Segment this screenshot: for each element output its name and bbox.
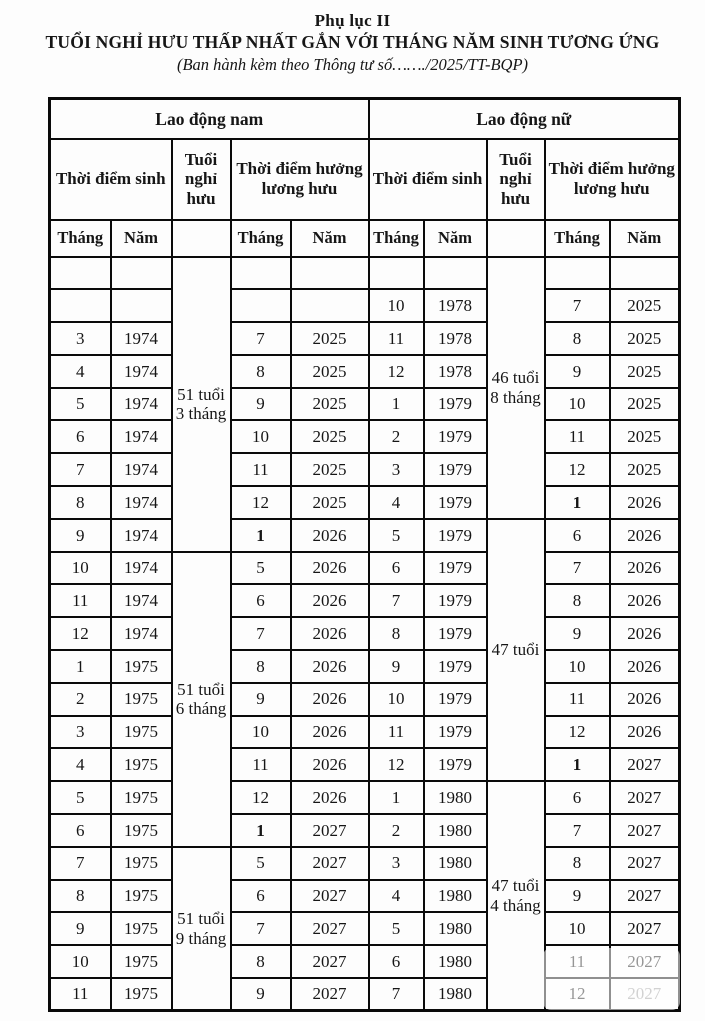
male-retirement-age-cell: 51 tuổi 6 tháng: [172, 552, 231, 847]
female-birth-month-cell: 5: [369, 912, 424, 945]
male-birth-month-cell: 4: [50, 748, 111, 781]
male-birth-year-cell: 1975: [111, 978, 172, 1011]
male-pension-year-cell: 2026: [291, 519, 369, 552]
table-row: [50, 388, 680, 421]
male-pension-month-cell: 12: [231, 486, 291, 519]
female-birth-year-cell: 1979: [424, 453, 487, 486]
male-birth-year-cell: 1974: [111, 453, 172, 486]
male-pension-month-cell: 5: [231, 552, 291, 585]
male-birth-header: Thời điểm sinh: [50, 139, 172, 220]
male-pension-month-cell: 11: [231, 748, 291, 781]
female-birth-year-header: Năm: [424, 220, 487, 257]
document-header: [0, 11, 705, 75]
female-pension-year-cell: 2027: [610, 781, 680, 814]
female-birth-month-cell: 11: [369, 322, 424, 355]
female-birth-year-cell: 1979: [424, 420, 487, 453]
female-birth-year-cell: 1980: [424, 912, 487, 945]
male-birth-year-cell: 1975: [111, 716, 172, 749]
male-birth-year-cell: 1974: [111, 388, 172, 421]
female-birth-year-cell: 1979: [424, 519, 487, 552]
table-row: [50, 257, 680, 290]
male-pension-year-cell: 2026: [291, 617, 369, 650]
male-birth-month-cell: 6: [50, 420, 111, 453]
male-birth-month-cell: 1: [50, 650, 111, 683]
male-pension-month-cell: 7: [231, 322, 291, 355]
female-birth-month-cell: 9: [369, 650, 424, 683]
table-row: [50, 912, 680, 945]
male-birth-month-cell: 10: [50, 552, 111, 585]
female-birth-month-cell: 8: [369, 617, 424, 650]
female-birth-month-cell: 10: [369, 683, 424, 716]
female-birth-month-cell: 1: [369, 388, 424, 421]
female-pension-year-cell: 2025: [610, 322, 680, 355]
table-row: [50, 617, 680, 650]
female-pension-month-cell: 6: [545, 781, 610, 814]
male-birth-year-cell: 1975: [111, 748, 172, 781]
table-row: [50, 716, 680, 749]
female-retirement-age-cell: 46 tuổi 8 tháng: [487, 257, 545, 519]
male-birth-month-cell: 3: [50, 322, 111, 355]
male-birth-year-cell: 1974: [111, 322, 172, 355]
male-pension-year-cell: 2026: [291, 716, 369, 749]
male-birth-year-cell: 1975: [111, 781, 172, 814]
male-pension-year-cell: 2027: [291, 880, 369, 913]
male-birth-month-cell: 8: [50, 880, 111, 913]
female-pension-year-cell: 2026: [610, 552, 680, 585]
female-birth-month-cell: 4: [369, 880, 424, 913]
female-age-subheader-empty: [487, 220, 545, 257]
male-pension-month-cell: 6: [231, 584, 291, 617]
male-birth-month-cell: 8: [50, 486, 111, 519]
male-birth-month-cell: [50, 289, 111, 322]
male-pension-year-cell: 2026: [291, 683, 369, 716]
female-pension-year-cell: 2026: [610, 617, 680, 650]
female-pension-year-cell: 2027: [610, 814, 680, 847]
male-birth-year-cell: 1975: [111, 912, 172, 945]
male-pension-year-cell: 2026: [291, 552, 369, 585]
male-birth-year-cell: 1975: [111, 847, 172, 880]
male-pension-month-cell: 1: [231, 814, 291, 847]
female-birth-year-cell: 1979: [424, 552, 487, 585]
male-pension-month-cell: 11: [231, 453, 291, 486]
female-pension-month-cell: 12: [545, 453, 610, 486]
female-pension-month-cell: 6: [545, 519, 610, 552]
female-pension-month-cell: 7: [545, 552, 610, 585]
table-row: [50, 420, 680, 453]
male-pension-month-cell: 12: [231, 781, 291, 814]
female-pension-header: Thời điểm hưởng lương hưu: [545, 139, 680, 220]
male-birth-year-cell: 1974: [111, 420, 172, 453]
female-pension-year-cell: 2026: [610, 584, 680, 617]
male-pension-year-cell: 2025: [291, 322, 369, 355]
male-birth-year-cell: [111, 289, 172, 322]
male-pension-month-cell: 9: [231, 978, 291, 1011]
female-birth-month-cell: 6: [369, 945, 424, 978]
female-pension-year-cell: 2026: [610, 650, 680, 683]
male-birth-month-cell: 12: [50, 617, 111, 650]
female-pension-month-cell: 10: [545, 650, 610, 683]
table-row: [50, 486, 680, 519]
female-pension-year-cell: 2025: [610, 453, 680, 486]
section-header-male: Lao động nam: [50, 99, 369, 139]
female-birth-month-cell: 7: [369, 584, 424, 617]
female-birth-year-cell: 1979: [424, 683, 487, 716]
female-birth-year-cell: 1978: [424, 322, 487, 355]
female-pension-month-cell: 11: [545, 420, 610, 453]
male-pension-year-cell: 2027: [291, 814, 369, 847]
female-pension-month-cell: 8: [545, 584, 610, 617]
male-birth-month-cell: 9: [50, 912, 111, 945]
appendix-label: Phụ lục II: [314, 11, 391, 30]
female-pension-month-cell: 1: [545, 486, 610, 519]
female-birth-year-cell: 1979: [424, 486, 487, 519]
female-pension-month-cell: 10: [545, 388, 610, 421]
table-row: [50, 880, 680, 913]
male-birth-month-cell: 7: [50, 847, 111, 880]
male-pension-year-cell: 2027: [291, 945, 369, 978]
male-birth-month-cell: [50, 257, 111, 290]
female-birth-month-cell: 12: [369, 748, 424, 781]
table-row: [50, 748, 680, 781]
male-birth-year-cell: 1975: [111, 945, 172, 978]
female-pension-month-cell: 12: [545, 716, 610, 749]
table-row: [50, 289, 680, 322]
male-birth-year-cell: 1974: [111, 617, 172, 650]
document-subtitle: (Ban hành kèm theo Thông tư số……./2025/TT-BQP): [176, 55, 529, 74]
male-birth-month-cell: 5: [50, 781, 111, 814]
male-pension-year-cell: 2026: [291, 650, 369, 683]
table-row: [50, 683, 680, 716]
male-pension-month-cell: 8: [231, 355, 291, 388]
male-pension-year-cell: 2027: [291, 912, 369, 945]
male-pension-month-cell: 1: [231, 519, 291, 552]
male-pension-year-cell: 2027: [291, 978, 369, 1011]
male-pension-year-cell: [291, 289, 369, 322]
female-pension-month-cell: 8: [545, 847, 610, 880]
female-pension-month-cell: 7: [545, 814, 610, 847]
male-birth-month-cell: 3: [50, 716, 111, 749]
female-birth-year-cell: 1978: [424, 289, 487, 322]
female-pension-month-cell: 8: [545, 322, 610, 355]
female-pension-year-cell: 2025: [610, 289, 680, 322]
male-retirement-age-cell: 51 tuổi 3 tháng: [172, 257, 231, 552]
female-pension-month-cell: 9: [545, 617, 610, 650]
male-birth-month-cell: 5: [50, 388, 111, 421]
female-pension-month-cell: 1: [545, 748, 610, 781]
retirement-age-table: [48, 97, 681, 1012]
female-birth-month-cell: 2: [369, 420, 424, 453]
female-retirement-age-cell: 47 tuổi 4 tháng: [487, 781, 545, 1011]
male-pension-month-cell: 10: [231, 420, 291, 453]
male-pension-year-cell: 2026: [291, 584, 369, 617]
male-birth-year-cell: 1974: [111, 584, 172, 617]
table-row: [50, 814, 680, 847]
male-birth-month-cell: 10: [50, 945, 111, 978]
female-pension-month-cell: 9: [545, 355, 610, 388]
male-pension-year-cell: [291, 257, 369, 290]
male-pension-year-header: Năm: [291, 220, 369, 257]
female-retirement-age-cell: 47 tuổi: [487, 519, 545, 781]
male-pension-month-cell: [231, 257, 291, 290]
male-birth-month-cell: 9: [50, 519, 111, 552]
male-birth-year-cell: 1975: [111, 814, 172, 847]
female-birth-year-cell: 1980: [424, 814, 487, 847]
male-pension-header: Thời điểm hưởng lương hưu: [231, 139, 369, 220]
female-birth-month-header: Tháng: [369, 220, 424, 257]
female-birth-month-cell: 4: [369, 486, 424, 519]
female-birth-month-cell: 10: [369, 289, 424, 322]
male-pension-year-cell: 2026: [291, 748, 369, 781]
female-pension-year-cell: 2026: [610, 716, 680, 749]
female-birth-year-cell: [424, 257, 487, 290]
male-pension-month-cell: 9: [231, 388, 291, 421]
male-pension-year-cell: 2025: [291, 388, 369, 421]
female-birth-month-cell: 3: [369, 453, 424, 486]
female-birth-year-cell: 1980: [424, 847, 487, 880]
female-pension-month-cell: 10: [545, 912, 610, 945]
female-birth-year-cell: 1979: [424, 617, 487, 650]
male-pension-month-cell: 8: [231, 945, 291, 978]
table-row: [50, 552, 680, 585]
male-pension-month-cell: 9: [231, 683, 291, 716]
female-pension-month-cell: [545, 257, 610, 290]
male-pension-year-cell: 2027: [291, 847, 369, 880]
male-pension-month-cell: [231, 289, 291, 322]
section-header-female: Lao động nữ: [369, 99, 680, 139]
table-row: [50, 519, 680, 552]
male-pension-year-cell: 2025: [291, 420, 369, 453]
female-birth-year-cell: 1979: [424, 584, 487, 617]
male-birth-year-cell: 1974: [111, 519, 172, 552]
female-birth-month-cell: 11: [369, 716, 424, 749]
male-age-subheader-empty: [172, 220, 231, 257]
male-birth-year-cell: 1974: [111, 552, 172, 585]
male-birth-month-header: Tháng: [50, 220, 111, 257]
male-pension-month-cell: 10: [231, 716, 291, 749]
male-retirement-age-cell: 51 tuổi 9 tháng: [172, 847, 231, 1011]
female-pension-month-cell: 7: [545, 289, 610, 322]
table-row: [50, 322, 680, 355]
female-birth-year-cell: 1979: [424, 650, 487, 683]
watermark-overlay: [543, 948, 680, 1010]
female-pension-year-cell: 2027: [610, 912, 680, 945]
female-birth-month-cell: 6: [369, 552, 424, 585]
male-birth-month-cell: 6: [50, 814, 111, 847]
male-birth-year-cell: 1974: [111, 355, 172, 388]
male-birth-year-cell: 1975: [111, 650, 172, 683]
male-pension-year-cell: 2025: [291, 486, 369, 519]
female-birth-month-cell: 2: [369, 814, 424, 847]
female-pension-year-cell: 2025: [610, 388, 680, 421]
document-title: TUỔI NGHỈ HƯU THẤP NHẤT GẮN VỚI THÁNG NĂM SINH TƯƠNG ỨNG: [45, 32, 660, 52]
male-birth-year-cell: 1975: [111, 880, 172, 913]
male-birth-month-cell: 7: [50, 453, 111, 486]
female-birth-year-cell: 1979: [424, 388, 487, 421]
table-row: [50, 453, 680, 486]
female-pension-month-cell: 11: [545, 683, 610, 716]
female-birth-year-cell: 1978: [424, 355, 487, 388]
female-birth-year-cell: 1980: [424, 781, 487, 814]
female-pension-year-cell: 2025: [610, 355, 680, 388]
female-pension-year-cell: 2025: [610, 420, 680, 453]
table-row: [50, 650, 680, 683]
male-pension-year-cell: 2025: [291, 355, 369, 388]
female-pension-month-cell: 9: [545, 880, 610, 913]
female-birth-header: Thời điểm sinh: [369, 139, 487, 220]
female-pension-year-cell: 2026: [610, 683, 680, 716]
female-birth-month-cell: 1: [369, 781, 424, 814]
table-row: [50, 781, 680, 814]
female-age-header: Tuổi nghỉ hưu: [487, 139, 545, 220]
male-birth-month-cell: 11: [50, 584, 111, 617]
male-pension-month-cell: 6: [231, 880, 291, 913]
male-pension-month-cell: 8: [231, 650, 291, 683]
male-birth-year-cell: [111, 257, 172, 290]
female-pension-year-cell: 2026: [610, 519, 680, 552]
male-birth-year-header: Năm: [111, 220, 172, 257]
male-birth-year-cell: 1975: [111, 683, 172, 716]
male-pension-year-cell: 2025: [291, 453, 369, 486]
male-pension-month-cell: 7: [231, 617, 291, 650]
female-birth-month-cell: 7: [369, 978, 424, 1011]
female-pension-year-cell: 2027: [610, 880, 680, 913]
male-pension-month-cell: 7: [231, 912, 291, 945]
female-pension-year-cell: 2027: [610, 847, 680, 880]
male-birth-month-cell: 2: [50, 683, 111, 716]
female-pension-year-cell: 2026: [610, 486, 680, 519]
male-pension-year-cell: 2026: [291, 781, 369, 814]
female-pension-year-cell: 2027: [610, 748, 680, 781]
female-birth-month-cell: [369, 257, 424, 290]
female-birth-year-cell: 1979: [424, 716, 487, 749]
female-pension-month-header: Tháng: [545, 220, 610, 257]
female-birth-year-cell: 1980: [424, 978, 487, 1011]
female-birth-month-cell: 12: [369, 355, 424, 388]
male-pension-month-cell: 5: [231, 847, 291, 880]
male-birth-month-cell: 4: [50, 355, 111, 388]
male-birth-year-cell: 1974: [111, 486, 172, 519]
female-birth-year-cell: 1980: [424, 945, 487, 978]
female-birth-month-cell: 5: [369, 519, 424, 552]
table-row: [50, 355, 680, 388]
male-pension-month-header: Tháng: [231, 220, 291, 257]
female-pension-year-cell: [610, 257, 680, 290]
retirement-table-body: [50, 257, 680, 1011]
male-birth-month-cell: 11: [50, 978, 111, 1011]
female-birth-year-cell: 1979: [424, 748, 487, 781]
female-birth-year-cell: 1980: [424, 880, 487, 913]
female-pension-year-header: Năm: [610, 220, 680, 257]
female-birth-month-cell: 3: [369, 847, 424, 880]
table-row: [50, 584, 680, 617]
table-row: [50, 847, 680, 880]
male-age-header: Tuổi nghỉ hưu: [172, 139, 231, 220]
